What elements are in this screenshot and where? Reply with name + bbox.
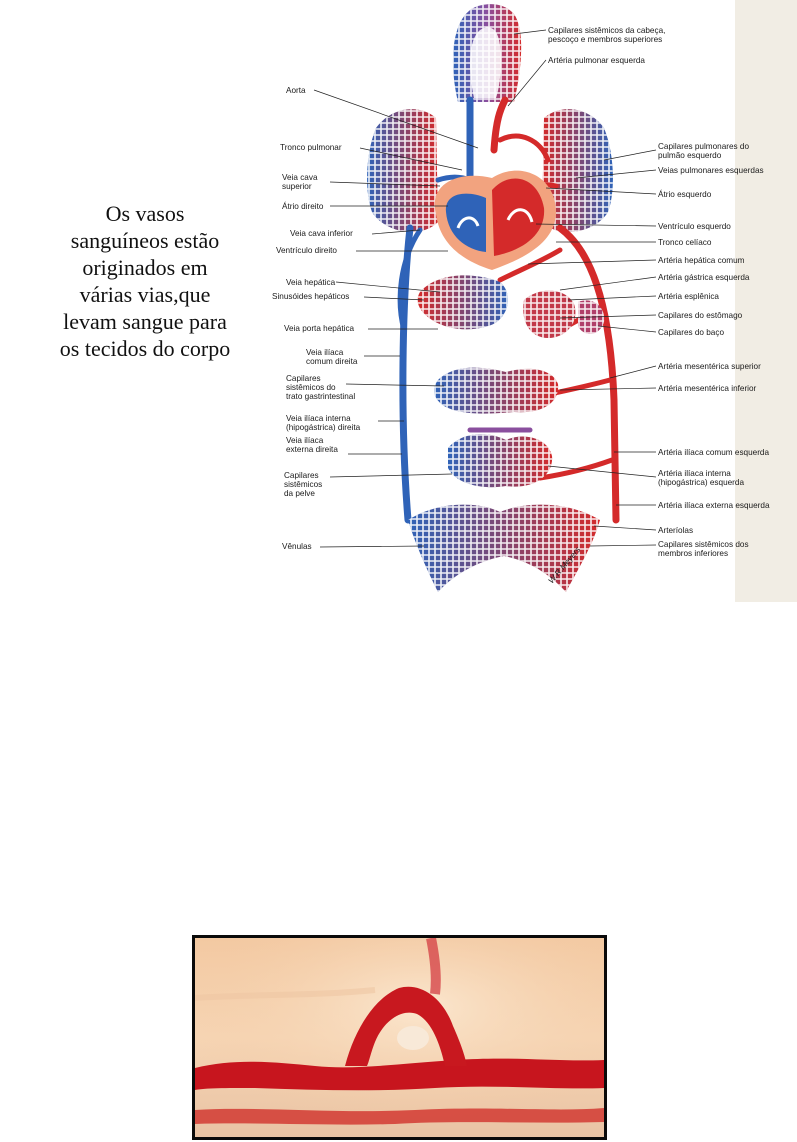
label-common-hepatic-artery: Artéria hepática comum	[658, 256, 745, 265]
label-right-atrium: Átrio direito	[282, 202, 324, 211]
intro-line: originados em	[82, 255, 208, 280]
label-internal-iliac-artery: (hipogástrica) esquerda	[658, 478, 745, 487]
label-splenic-artery: Artéria esplênica	[658, 292, 719, 301]
head-capillaries	[453, 4, 521, 102]
label-inferior-mesenteric-artery: Artéria mesentérica inferior	[658, 384, 757, 393]
label-internal-iliac-vein: Veia ilíaca interna	[286, 414, 351, 423]
label-spleen-capillaries: Capilares do baço	[658, 328, 724, 337]
label-sinusoids: Sinusóides hepáticos	[272, 292, 350, 301]
intro-line: várias vias,que	[79, 282, 211, 307]
label-gi-capillaries: sistêmicos do	[286, 383, 336, 392]
blood-vessel-photo	[192, 935, 607, 1140]
label-hepatic-vein: Veia hepática	[286, 278, 336, 287]
label-venules: Vênulas	[282, 542, 312, 551]
label-common-iliac-artery: Artéria ilíaca comum esquerda	[658, 448, 770, 457]
label-ivc: Veia cava inferior	[290, 229, 353, 238]
label-pulmonary-capillaries: pulmão esquerdo	[658, 151, 722, 160]
label-pelvis-capillaries: sistêmicos	[284, 480, 323, 489]
label-gi-capillaries: trato gastrintestinal	[286, 392, 356, 401]
label-left-gastric-artery: Artéria gástrica esquerda	[658, 273, 750, 282]
label-common-iliac-vein: comum direita	[306, 357, 358, 366]
label-left-pulmonary-artery: Artéria pulmonar esquerda	[548, 56, 645, 65]
intestine-capillaries	[434, 368, 558, 414]
label-pulmonary-trunk: Tronco pulmonar	[280, 143, 342, 152]
label-arterioles: Arteríolas	[658, 526, 694, 535]
label-head-capillaries: pescoço e membros superiores	[548, 35, 663, 44]
label-svc: Veia cava	[282, 173, 318, 182]
label-pelvis-capillaries: da pelve	[284, 489, 315, 498]
label-pelvis-capillaries: Capilares	[284, 471, 319, 480]
label-pulmonary-veins: Veias pulmonares esquerdas	[658, 166, 764, 175]
intro-line: Os vasos	[105, 201, 185, 226]
label-lower-limb-capillaries: membros inferiores	[658, 549, 729, 558]
label-left-ventricle: Ventrículo esquerdo	[658, 222, 731, 231]
label-external-iliac-vein: externa direita	[286, 445, 338, 454]
label-external-iliac-vein: Veia ilíaca	[286, 436, 324, 445]
intro-line: levam sangue para	[63, 309, 227, 334]
page-edge-tint	[735, 0, 797, 602]
pelvis-capillaries	[448, 434, 552, 487]
label-stomach-capillaries: Capilares do estômago	[658, 311, 743, 320]
circulatory-system-diagram	[270, 0, 797, 602]
label-aorta: Aorta	[286, 86, 306, 95]
illustrator-signature: W.R.Meyers	[546, 545, 583, 586]
label-svc: superior	[282, 182, 312, 191]
label-lower-limb-capillaries: Capilares sistêmicos dos	[658, 540, 749, 549]
label-right-ventricle: Ventrículo direito	[276, 246, 337, 255]
label-head-capillaries: Capilares sistêmicos da cabeça,	[548, 26, 666, 35]
right-lung-capillaries	[367, 109, 438, 232]
label-pulmonary-capillaries: Capilares pulmonares do	[658, 142, 750, 151]
blood-vessel-photo-image	[195, 938, 604, 1137]
label-internal-iliac-vein: (hipogástrica) direita	[286, 423, 361, 432]
intro-line: os tecidos do corpo	[59, 336, 231, 361]
label-internal-iliac-artery: Artéria ilíaca interna	[658, 469, 731, 478]
label-portal-vein: Veia porta hepática	[284, 324, 355, 333]
label-superior-mesenteric-artery: Artéria mesentérica superior	[658, 362, 761, 371]
label-left-atrium: Átrio esquerdo	[658, 190, 712, 199]
label-celiac-trunk: Tronco celíaco	[658, 238, 712, 247]
label-external-iliac-artery: Artéria ilíaca externa esquerda	[658, 501, 770, 510]
label-gi-capillaries: Capilares	[286, 374, 321, 383]
intro-line: sanguíneos estão	[70, 228, 220, 253]
label-common-iliac-vein: Veia ilíaca	[306, 348, 344, 357]
intro-paragraph	[20, 200, 270, 362]
